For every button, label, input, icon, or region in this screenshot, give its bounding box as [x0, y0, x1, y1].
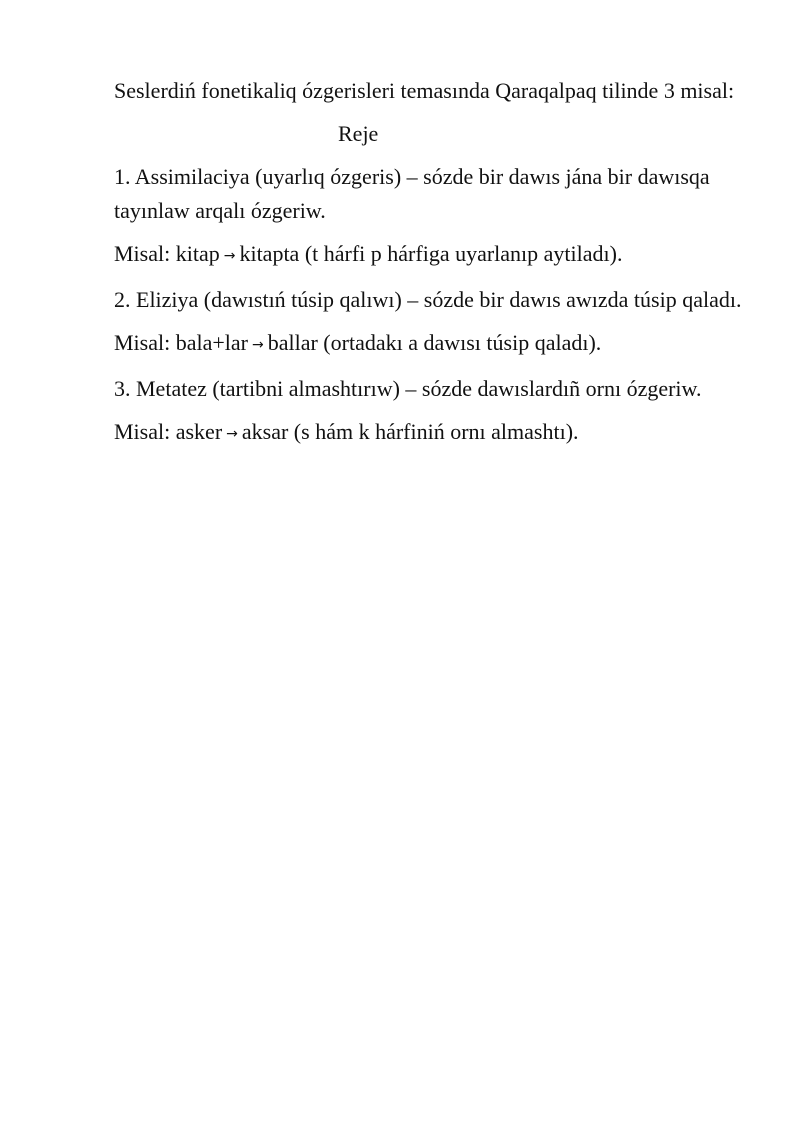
arrow-icon: →	[226, 426, 238, 442]
item-1-example-prefix: Misal: kitap	[114, 241, 220, 266]
item-2-example	[114, 326, 744, 363]
item-1-example	[114, 237, 744, 274]
item-3-definition: 3. Metatez (tartibni almashtırıw) – sózde dawıslardıñ ornı ózgeriw.	[114, 376, 702, 401]
section-heading: Reje	[338, 121, 379, 146]
item-2-definition: 2. Eliziya (dawıstıń túsip qalıwı) – sózde bir dawıs awızda túsip qaladı.	[114, 287, 742, 312]
arrow-icon: →	[251, 337, 264, 353]
item-3-example-prefix: Misal: asker	[114, 419, 223, 444]
arrow-icon: →	[223, 248, 236, 264]
item-2-example-suffix: ballar (ortadakı a dawısı túsip qaladı).	[267, 330, 602, 355]
item-1-definition: 1. Assimilaciya (uyarlıq ózgeris) – sózde bir dawıs jána bir dawısqa tayınlaw arqalı ózgeriw.	[114, 164, 710, 223]
document-body	[114, 74, 744, 461]
item-1-example-suffix: kitapta (t hárfi p hárfiga uyarlanıp aytiladı).	[239, 241, 623, 266]
intro-paragraph: Seslerdiń fonetikaliq ózgerisleri temasında Qaraqalpaq tilinde 3 misal:	[114, 78, 735, 103]
item-3-example-suffix: aksar (s hám k hárfiniń ornı almashtı).	[241, 419, 579, 444]
item-3-example	[114, 415, 744, 452]
item-2-example-prefix: Misal: bala+lar	[114, 330, 248, 355]
